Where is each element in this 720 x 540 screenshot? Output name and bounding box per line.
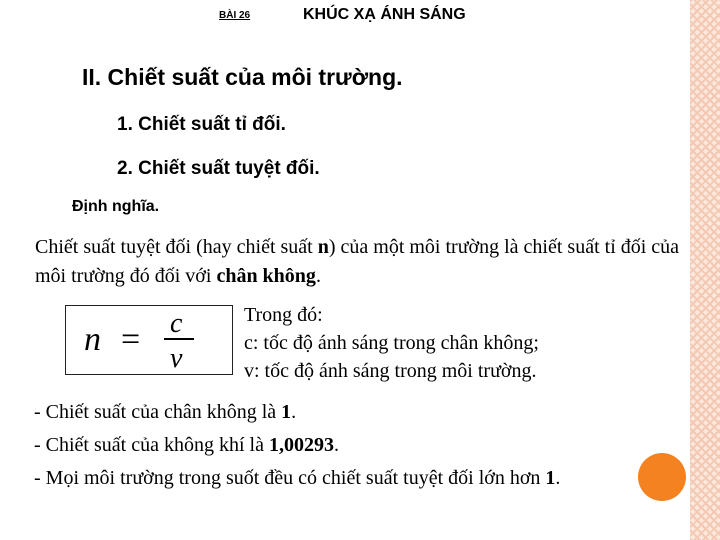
highlight-circle xyxy=(638,453,686,501)
note-air-text: - Chiết suất của không khí là xyxy=(34,434,269,456)
definition-text xyxy=(35,233,685,291)
refractive-index-formula xyxy=(66,306,232,374)
note-vacuum-value: 1 xyxy=(281,401,292,423)
formula-lhs: n xyxy=(84,321,101,358)
notes-list xyxy=(34,396,560,495)
definition-heading: Định nghĩa. xyxy=(72,198,160,215)
note-transparent-media xyxy=(34,462,560,495)
definition-part2: ) của một môi trường là chiết suất tỉ đối của môi trường đó đối với xyxy=(35,236,680,287)
formula-numerator: c xyxy=(170,308,183,339)
section-title: II. Chiết suất của môi trường. xyxy=(82,64,403,90)
definition-symbol: n xyxy=(317,236,329,258)
subsection-relative-index: 1. Chiết suất tỉ đối. xyxy=(117,114,286,135)
explanation-lead: Trong đó: xyxy=(244,304,323,326)
note-transparent-value: 1 xyxy=(545,467,556,489)
subsection-absolute-index: 2. Chiết suất tuyệt đối. xyxy=(117,158,320,179)
formula-equals: = xyxy=(121,321,141,358)
note-air-value: 1,00293 xyxy=(268,434,334,456)
explanation-v: v: tốc độ ánh sáng trong môi trường. xyxy=(244,360,537,382)
lesson-number: BÀI 26 xyxy=(219,10,251,21)
note-vacuum xyxy=(34,396,560,429)
slide-topic: KHÚC XẠ ÁNH SÁNG xyxy=(303,6,466,23)
definition-part1: Chiết suất tuyệt đối (hay chiết suất xyxy=(35,236,318,258)
formula-box xyxy=(65,305,233,375)
explanation-c: c: tốc độ ánh sáng trong chân không; xyxy=(244,332,539,354)
note-air xyxy=(34,429,560,462)
definition-end: . xyxy=(315,265,321,287)
note-vacuum-text: - Chiết suất của chân không là xyxy=(34,401,282,423)
note-transparent-text: - Mọi môi trường trong suốt đều có chiết suất tuyệt đối lớn hơn xyxy=(34,467,546,489)
formula-denominator: v xyxy=(170,343,183,374)
note-period: . xyxy=(333,434,339,456)
formula-explanation xyxy=(244,301,539,385)
decorative-side-border xyxy=(690,0,720,540)
definition-bold-term: chân không xyxy=(216,265,316,287)
note-period: . xyxy=(555,467,561,489)
note-period: . xyxy=(291,401,297,423)
